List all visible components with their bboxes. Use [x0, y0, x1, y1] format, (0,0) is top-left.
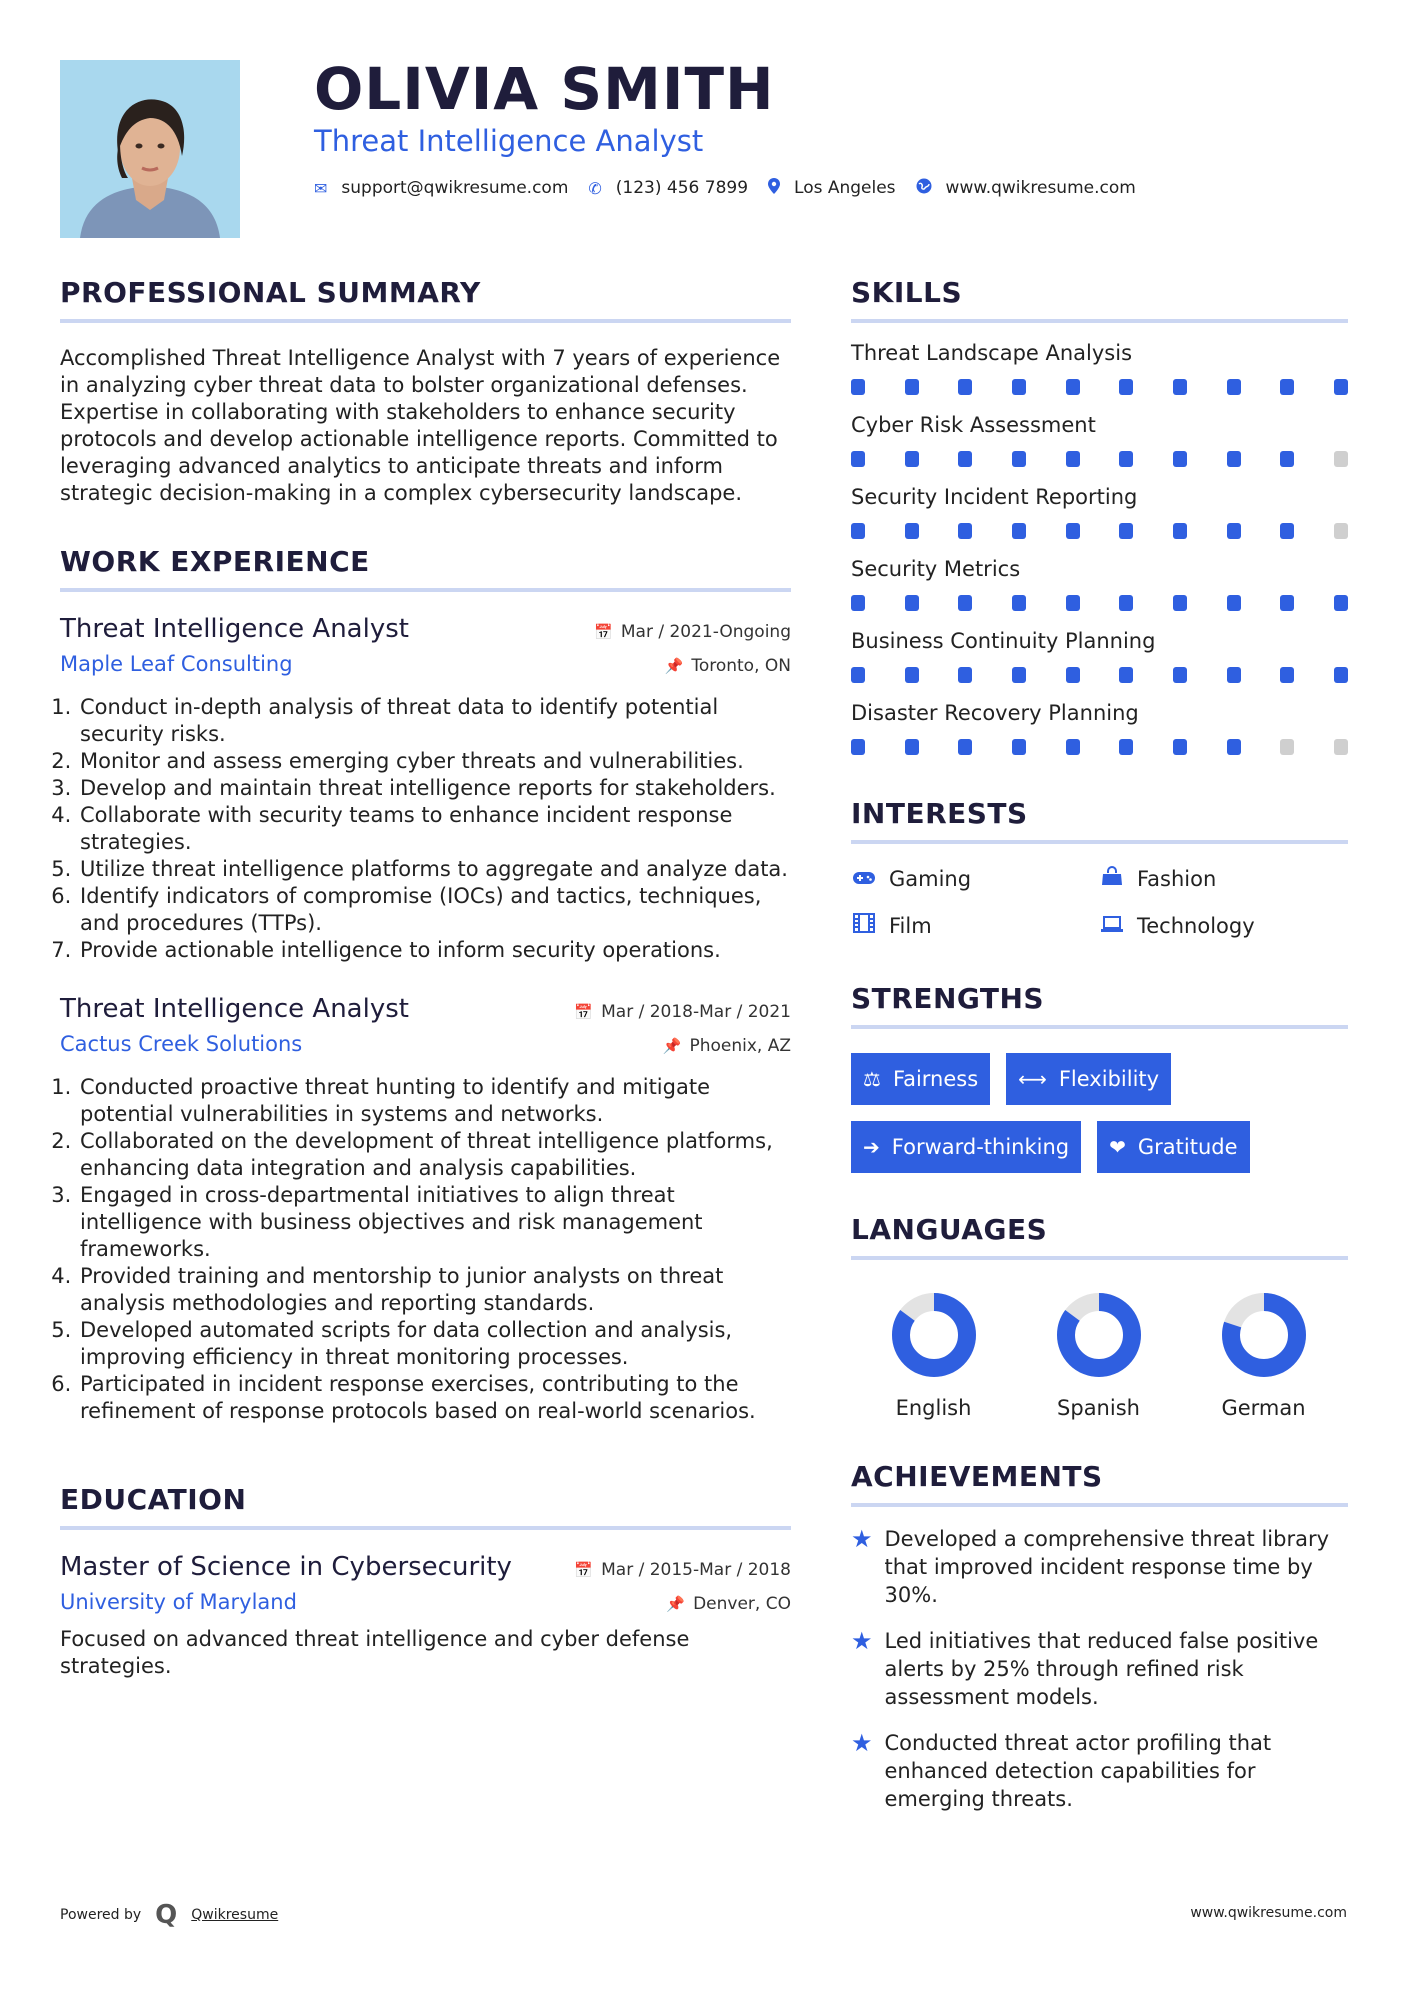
- candidate-name: OLIVIA SMITH: [314, 55, 775, 123]
- duty-item: 4. Collaborate with security teams to enhance incident response strategies.: [78, 802, 791, 856]
- skill-dot-filled: [1066, 523, 1080, 539]
- job-title: Threat Intelligence Analyst: [60, 614, 409, 644]
- achievement-text: Conducted threat actor profiling that enhanced detection capabilities for emerging threats.: [884, 1731, 1272, 1811]
- calendar-icon: 📅: [574, 1003, 594, 1021]
- skill-dot-filled: [1066, 739, 1080, 755]
- job-title: Threat Intelligence Analyst: [60, 994, 409, 1024]
- star-icon: ★: [851, 1525, 873, 1553]
- calendar-icon: 📅: [574, 1561, 594, 1579]
- pushpin-icon: 📌: [664, 657, 684, 675]
- job-entry-2: [60, 994, 791, 1425]
- skill-dot-filled: [1119, 667, 1133, 683]
- education-heading: EDUCATION: [60, 1483, 791, 1530]
- skill-rating: [851, 523, 1348, 539]
- skill-rating: [851, 595, 1348, 611]
- location-text: Los Angeles: [794, 178, 896, 198]
- language-donut: [1219, 1290, 1309, 1380]
- skill-dot-empty: [1334, 523, 1348, 539]
- contact-website[interactable]: [916, 178, 1136, 198]
- arrows-horizontal-icon: ⟷: [1018, 1067, 1047, 1091]
- skill-dot-filled: [851, 451, 865, 467]
- skill-dot-empty: [1280, 739, 1294, 755]
- star-icon: ★: [851, 1627, 873, 1655]
- interest-item: [1099, 866, 1347, 891]
- skill-rating: [851, 379, 1348, 395]
- language-donut: [889, 1290, 979, 1380]
- skill-dot-filled: [1227, 595, 1241, 611]
- duty-item: 3. Develop and maintain threat intelligence reports for stakeholders.: [78, 775, 791, 802]
- achievements-list: [851, 1525, 1348, 1813]
- skill-dot-filled: [1227, 667, 1241, 683]
- skill-dot-filled: [1173, 523, 1187, 539]
- laptop-icon: [1099, 914, 1125, 938]
- website-text: www.qwikresume.com: [945, 178, 1136, 198]
- skill-dot-filled: [1012, 595, 1026, 611]
- skill-dot-filled: [1173, 739, 1187, 755]
- skill-rating: [851, 451, 1348, 467]
- achievement-item: [851, 1627, 1348, 1711]
- skill-dot-filled: [958, 667, 972, 683]
- skill-dot-filled: [851, 667, 865, 683]
- job-location: [663, 1036, 791, 1056]
- skill-item: [851, 341, 1348, 395]
- degree-title: Master of Science in Cybersecurity: [60, 1552, 512, 1582]
- language-name: Spanish: [1057, 1396, 1140, 1420]
- skill-item: [851, 413, 1348, 467]
- duty-list: [60, 694, 791, 964]
- gamepad-icon: [851, 867, 877, 891]
- interests-grid: [851, 866, 1348, 938]
- achievement-text: Developed a comprehensive threat library that improved incident response time by 30%.: [884, 1527, 1330, 1607]
- skill-dot-filled: [851, 523, 865, 539]
- skill-dot-filled: [905, 523, 919, 539]
- skill-dot-filled: [1012, 523, 1026, 539]
- strength-chip: [851, 1053, 990, 1105]
- duty-item: 7. Provide actionable intelligence to inform security operations.: [78, 937, 791, 964]
- skill-item: [851, 629, 1348, 683]
- language-item: [851, 1290, 1016, 1420]
- pushpin-icon: 📌: [662, 1037, 682, 1055]
- skill-dot-filled: [905, 595, 919, 611]
- skill-dot-filled: [1280, 595, 1294, 611]
- interest-label: Gaming: [889, 866, 972, 891]
- education-entry: [60, 1552, 791, 1680]
- contact-location: [768, 178, 896, 198]
- right-column: [851, 276, 1348, 1813]
- skill-dot-filled: [905, 379, 919, 395]
- language-name: English: [895, 1396, 972, 1420]
- duty-item: 1. Conduct in-depth analysis of threat data to identify potential security risks.: [78, 694, 791, 748]
- language-item: [1016, 1290, 1181, 1420]
- strength-label: Gratitude: [1137, 1135, 1238, 1159]
- achievement-item: [851, 1729, 1348, 1813]
- skill-dot-filled: [851, 739, 865, 755]
- skill-dot-filled: [851, 379, 865, 395]
- strength-label: Forward-thinking: [891, 1135, 1070, 1159]
- interest-item: [1099, 913, 1347, 938]
- language-name: German: [1221, 1396, 1306, 1420]
- skill-dot-filled: [1280, 379, 1294, 395]
- skill-dot-filled: [1119, 739, 1133, 755]
- skill-dot-filled: [1012, 379, 1026, 395]
- skill-dot-filled: [1227, 523, 1241, 539]
- skill-item: [851, 485, 1348, 539]
- skill-dot-filled: [1173, 379, 1187, 395]
- strength-chip: [1097, 1121, 1249, 1173]
- skill-dot-filled: [1227, 451, 1241, 467]
- language-donut: [1054, 1290, 1144, 1380]
- job-dates-text: Mar / 2018-Mar / 2021: [601, 1002, 791, 1022]
- interest-label: Technology: [1137, 913, 1255, 938]
- balance-scale-icon: ⚖: [863, 1067, 881, 1091]
- strength-chip: [851, 1121, 1081, 1173]
- education-dates-text: Mar / 2015-Mar / 2018: [601, 1560, 791, 1580]
- heart-icon: ❤: [1109, 1135, 1126, 1159]
- education-location: [666, 1594, 791, 1614]
- email-text: support@qwikresume.com: [341, 178, 569, 198]
- skill-item: [851, 701, 1348, 755]
- shopping-bag-icon: [1099, 866, 1125, 891]
- duty-item: 3. Engaged in cross-departmental initiatives to align threat intelligence with business objectives and risk management frameworks.: [78, 1182, 791, 1263]
- footer-website[interactable]: www.qwikresume.com: [1190, 1905, 1347, 1921]
- phone-text: (123) 456 7899: [615, 178, 749, 198]
- skill-dot-filled: [905, 739, 919, 755]
- profile-photo: [60, 60, 240, 238]
- skill-dot-filled: [1119, 451, 1133, 467]
- duty-item: 5. Developed automated scripts for data collection and analysis, improving efficiency in threat monitoring processes.: [78, 1317, 791, 1371]
- skill-dot-filled: [1334, 667, 1348, 683]
- contact-phone[interactable]: [588, 178, 748, 198]
- summary-heading: PROFESSIONAL SUMMARY: [60, 276, 791, 323]
- arrow-right-icon: ➔: [863, 1135, 880, 1159]
- duty-item: 1. Conducted proactive threat hunting to identify and mitigate potential vulnerabilities in systems and networks.: [78, 1074, 791, 1128]
- skills-heading: SKILLS: [851, 276, 1348, 323]
- interests-heading: INTERESTS: [851, 797, 1348, 844]
- skill-dot-filled: [1066, 595, 1080, 611]
- skill-name: Security Incident Reporting: [851, 485, 1138, 509]
- duty-item: 2. Monitor and assess emerging cyber threats and vulnerabilities.: [78, 748, 791, 775]
- skill-dot-filled: [1066, 451, 1080, 467]
- pushpin-icon: 📌: [666, 1595, 686, 1613]
- job-location: [665, 656, 791, 676]
- duty-list: [60, 1074, 791, 1425]
- summary-text: Accomplished Threat Intelligence Analyst with 7 years of experience in analyzing cyber threat data to bolster organizational defenses. Expertise in collaborating with stakeholders to enhance security protocols and develop actionable intelligence reports. Committed to leveraging advanced analytics to anticipate threats and inform strategic decision-making in a complex cybersecurity landscape.: [60, 346, 781, 505]
- skill-dot-empty: [1334, 739, 1348, 755]
- interest-item: [851, 913, 1099, 938]
- skill-dot-filled: [1012, 667, 1026, 683]
- candidate-title: Threat Intelligence Analyst: [314, 124, 704, 158]
- calendar-icon: 📅: [594, 623, 613, 641]
- skill-dot-filled: [1334, 595, 1348, 611]
- duty-item: 2. Collaborated on the development of threat intelligence platforms, enhancing data integration and analysis capabilities.: [78, 1128, 791, 1182]
- duty-item: 4. Provided training and mentorship to junior analysts on threat analysis methodologies and reporting standards.: [78, 1263, 791, 1317]
- company-name: Cactus Creek Solutions: [60, 1032, 303, 1056]
- skill-dot-filled: [1280, 451, 1294, 467]
- interest-item: [851, 866, 1099, 891]
- interest-label: Fashion: [1137, 866, 1217, 891]
- job-entry-1: [60, 614, 791, 964]
- skill-dot-filled: [1280, 667, 1294, 683]
- skill-rating: [851, 739, 1348, 755]
- map-pin-icon: [768, 178, 780, 198]
- portrait-image: [60, 60, 240, 238]
- skill-name: Cyber Risk Assessment: [851, 413, 1096, 437]
- skill-dot-filled: [1119, 595, 1133, 611]
- skill-dot-filled: [1173, 595, 1187, 611]
- education-description: Focused on advanced threat intelligence and cyber defense strategies.: [60, 1627, 690, 1678]
- envelope-icon: ✉: [314, 178, 328, 198]
- languages-heading: LANGUAGES: [851, 1213, 1348, 1260]
- footer-powered-by: [60, 1900, 278, 1930]
- achievements-heading: ACHIEVEMENTS: [851, 1460, 1348, 1507]
- skill-dot-filled: [1173, 451, 1187, 467]
- duty-item: 6. Identify indicators of compromise (IOCs) and tactics, techniques, and procedures (TTPs).: [78, 883, 791, 937]
- education-dates: [574, 1560, 791, 1580]
- achievement-item: [851, 1525, 1348, 1609]
- qwikresume-logo-icon: Q: [155, 1900, 178, 1930]
- left-column: [60, 276, 791, 1680]
- skill-dot-empty: [1334, 451, 1348, 467]
- star-icon: ★: [851, 1729, 873, 1757]
- skill-dot-filled: [1066, 379, 1080, 395]
- school-name: University of Maryland: [60, 1590, 297, 1614]
- skill-name: Security Metrics: [851, 557, 1021, 581]
- skill-name: Business Continuity Planning: [851, 629, 1156, 653]
- strengths-heading: STRENGTHS: [851, 982, 1348, 1029]
- languages-list: [851, 1290, 1348, 1420]
- achievement-text: Led initiatives that reduced false positive alerts by 25% through refined risk assessment models.: [884, 1629, 1319, 1709]
- job-dates: [594, 622, 791, 642]
- education-location-text: Denver, CO: [693, 1594, 791, 1614]
- skill-dot-filled: [958, 739, 972, 755]
- company-name: Maple Leaf Consulting: [60, 652, 293, 676]
- powered-by-text: Powered by: [60, 1907, 142, 1923]
- interest-label: Film: [889, 913, 932, 938]
- job-location-text: Phoenix, AZ: [689, 1036, 791, 1056]
- skill-dot-filled: [1012, 451, 1026, 467]
- globe-icon: [916, 178, 932, 198]
- skill-dot-filled: [1280, 523, 1294, 539]
- phone-icon: ✆: [588, 178, 602, 198]
- skill-dot-filled: [958, 451, 972, 467]
- strength-label: Flexibility: [1058, 1067, 1160, 1091]
- duty-item: 6. Participated in incident response exercises, contributing to the refinement of response protocols based on real-world scenarios.: [78, 1371, 791, 1425]
- contact-email[interactable]: [314, 178, 568, 198]
- strength-chip: [1006, 1053, 1171, 1105]
- skill-rating: [851, 667, 1348, 683]
- skill-dot-filled: [1012, 739, 1026, 755]
- skill-dot-filled: [1334, 379, 1348, 395]
- brand-link[interactable]: Qwikresume: [191, 1907, 279, 1923]
- skills-list: [851, 341, 1348, 755]
- duty-item: 5. Utilize threat intelligence platforms to aggregate and analyze data.: [78, 856, 791, 883]
- skill-item: [851, 557, 1348, 611]
- skill-name: Disaster Recovery Planning: [851, 701, 1139, 725]
- skill-dot-filled: [1173, 667, 1187, 683]
- job-dates: [574, 1002, 791, 1022]
- skill-dot-filled: [958, 523, 972, 539]
- skill-dot-filled: [1119, 523, 1133, 539]
- skill-dot-filled: [958, 595, 972, 611]
- skill-dot-filled: [1227, 739, 1241, 755]
- skill-dot-filled: [958, 379, 972, 395]
- skill-dot-filled: [1227, 379, 1241, 395]
- skill-dot-filled: [1066, 667, 1080, 683]
- job-dates-text: Mar / 2021-Ongoing: [620, 622, 791, 642]
- work-heading: WORK EXPERIENCE: [60, 545, 791, 592]
- skill-dot-filled: [905, 451, 919, 467]
- skill-dot-filled: [851, 595, 865, 611]
- film-icon: [851, 913, 877, 938]
- skill-dot-filled: [905, 667, 919, 683]
- strength-label: Fairness: [892, 1067, 979, 1091]
- skill-dot-filled: [1119, 379, 1133, 395]
- strengths-list: [851, 1053, 1348, 1173]
- contact-bar: [314, 178, 1156, 198]
- skill-name: Threat Landscape Analysis: [851, 341, 1133, 365]
- job-location-text: Toronto, ON: [691, 656, 791, 676]
- language-item: [1181, 1290, 1346, 1420]
